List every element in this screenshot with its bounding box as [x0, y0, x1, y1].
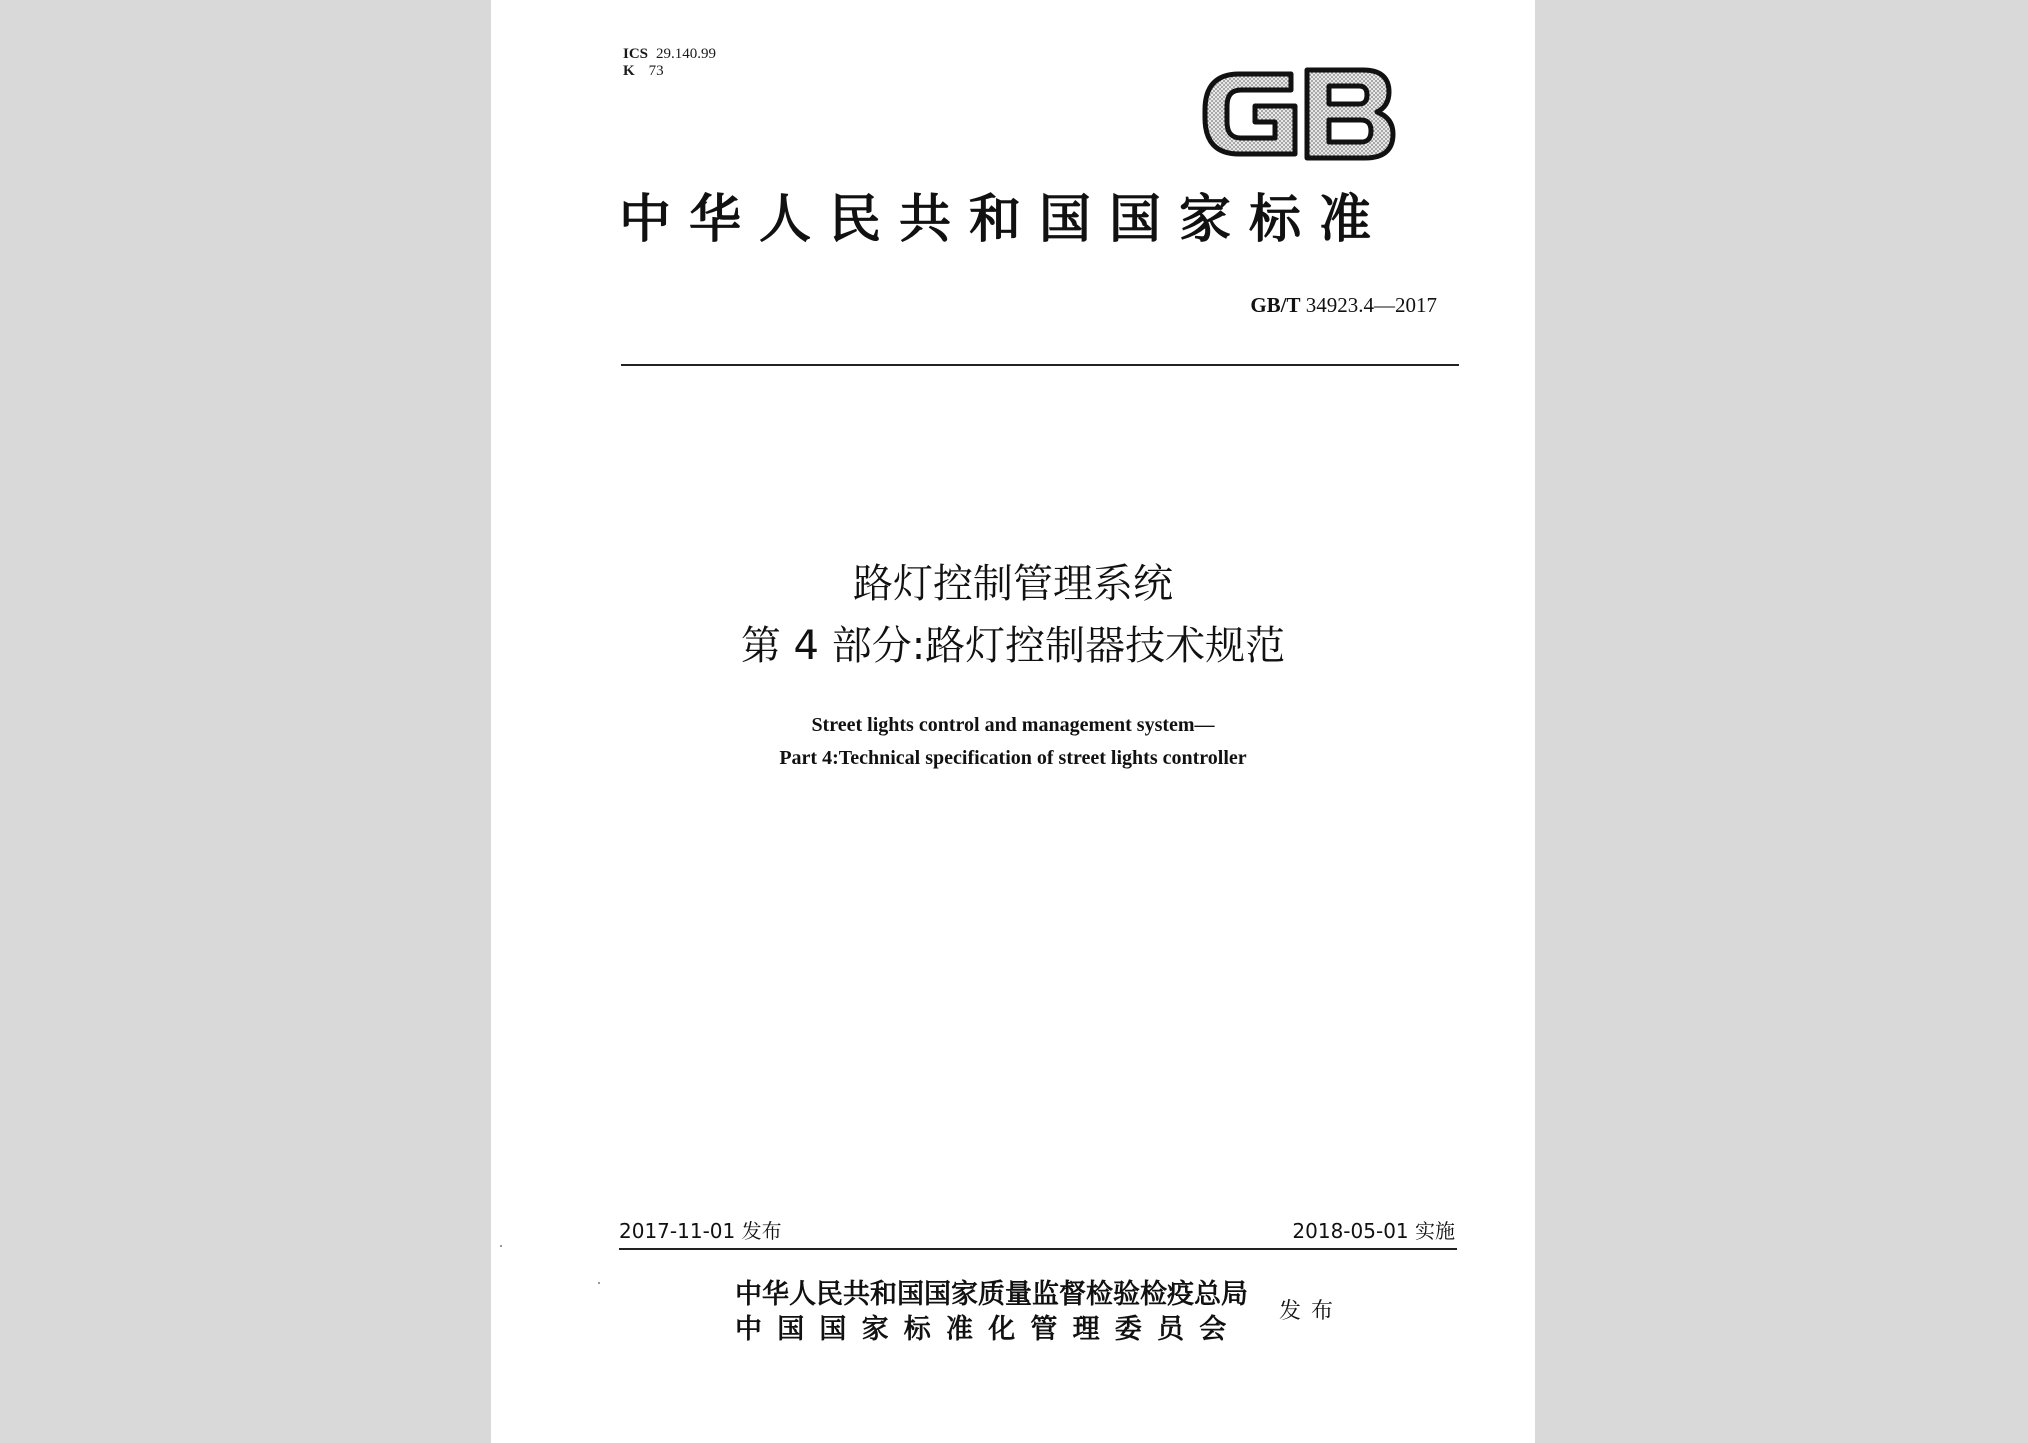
standard-code: 34923.4—2017: [1300, 293, 1437, 317]
standard-number: [1250, 293, 1437, 317]
ics-label: ICS: [623, 46, 649, 62]
ccs-line: [623, 63, 716, 80]
ccs-code: 73: [648, 63, 664, 79]
gb-logo-g-shape: [1205, 74, 1295, 154]
bottom-divider: [619, 1248, 1457, 1250]
issuing-authority-line-1: 中华人民共和国国家质量监督检验检疫总局: [735, 1279, 1248, 1310]
issuing-authority-line-2: 中国国家标准化管理委员会: [735, 1314, 1242, 1345]
document-page: [491, 0, 1535, 1443]
scan-speck: [598, 1282, 600, 1284]
gb-logo-b-shape: [1307, 70, 1393, 158]
implementation-date: 2018-05-01 实施: [1292, 1219, 1455, 1243]
ics-code: 29.140.99: [656, 46, 717, 62]
classification-codes: [623, 46, 716, 80]
chinese-title-line-1: 路灯控制管理系统: [853, 561, 1173, 607]
english-title-line-1: Street lights control and management system—: [811, 714, 1215, 736]
publish-label: 发布: [1279, 1299, 1344, 1324]
standard-prefix: GB/T: [1250, 293, 1301, 317]
issue-date: 2017-11-01 发布: [619, 1219, 782, 1243]
ccs-label: K: [623, 63, 635, 79]
english-title-line-2: Part 4:Technical specification of street lights controller: [779, 747, 1247, 769]
scan-speck: [500, 1245, 502, 1247]
top-divider: [621, 364, 1459, 366]
gb-logo: [1199, 60, 1399, 166]
national-standard-heading: 中华人民共和国国家标准: [619, 189, 1390, 250]
ics-line: [623, 46, 716, 63]
chinese-title-line-2: 第 4 部分:路灯控制器技术规范: [740, 623, 1286, 669]
